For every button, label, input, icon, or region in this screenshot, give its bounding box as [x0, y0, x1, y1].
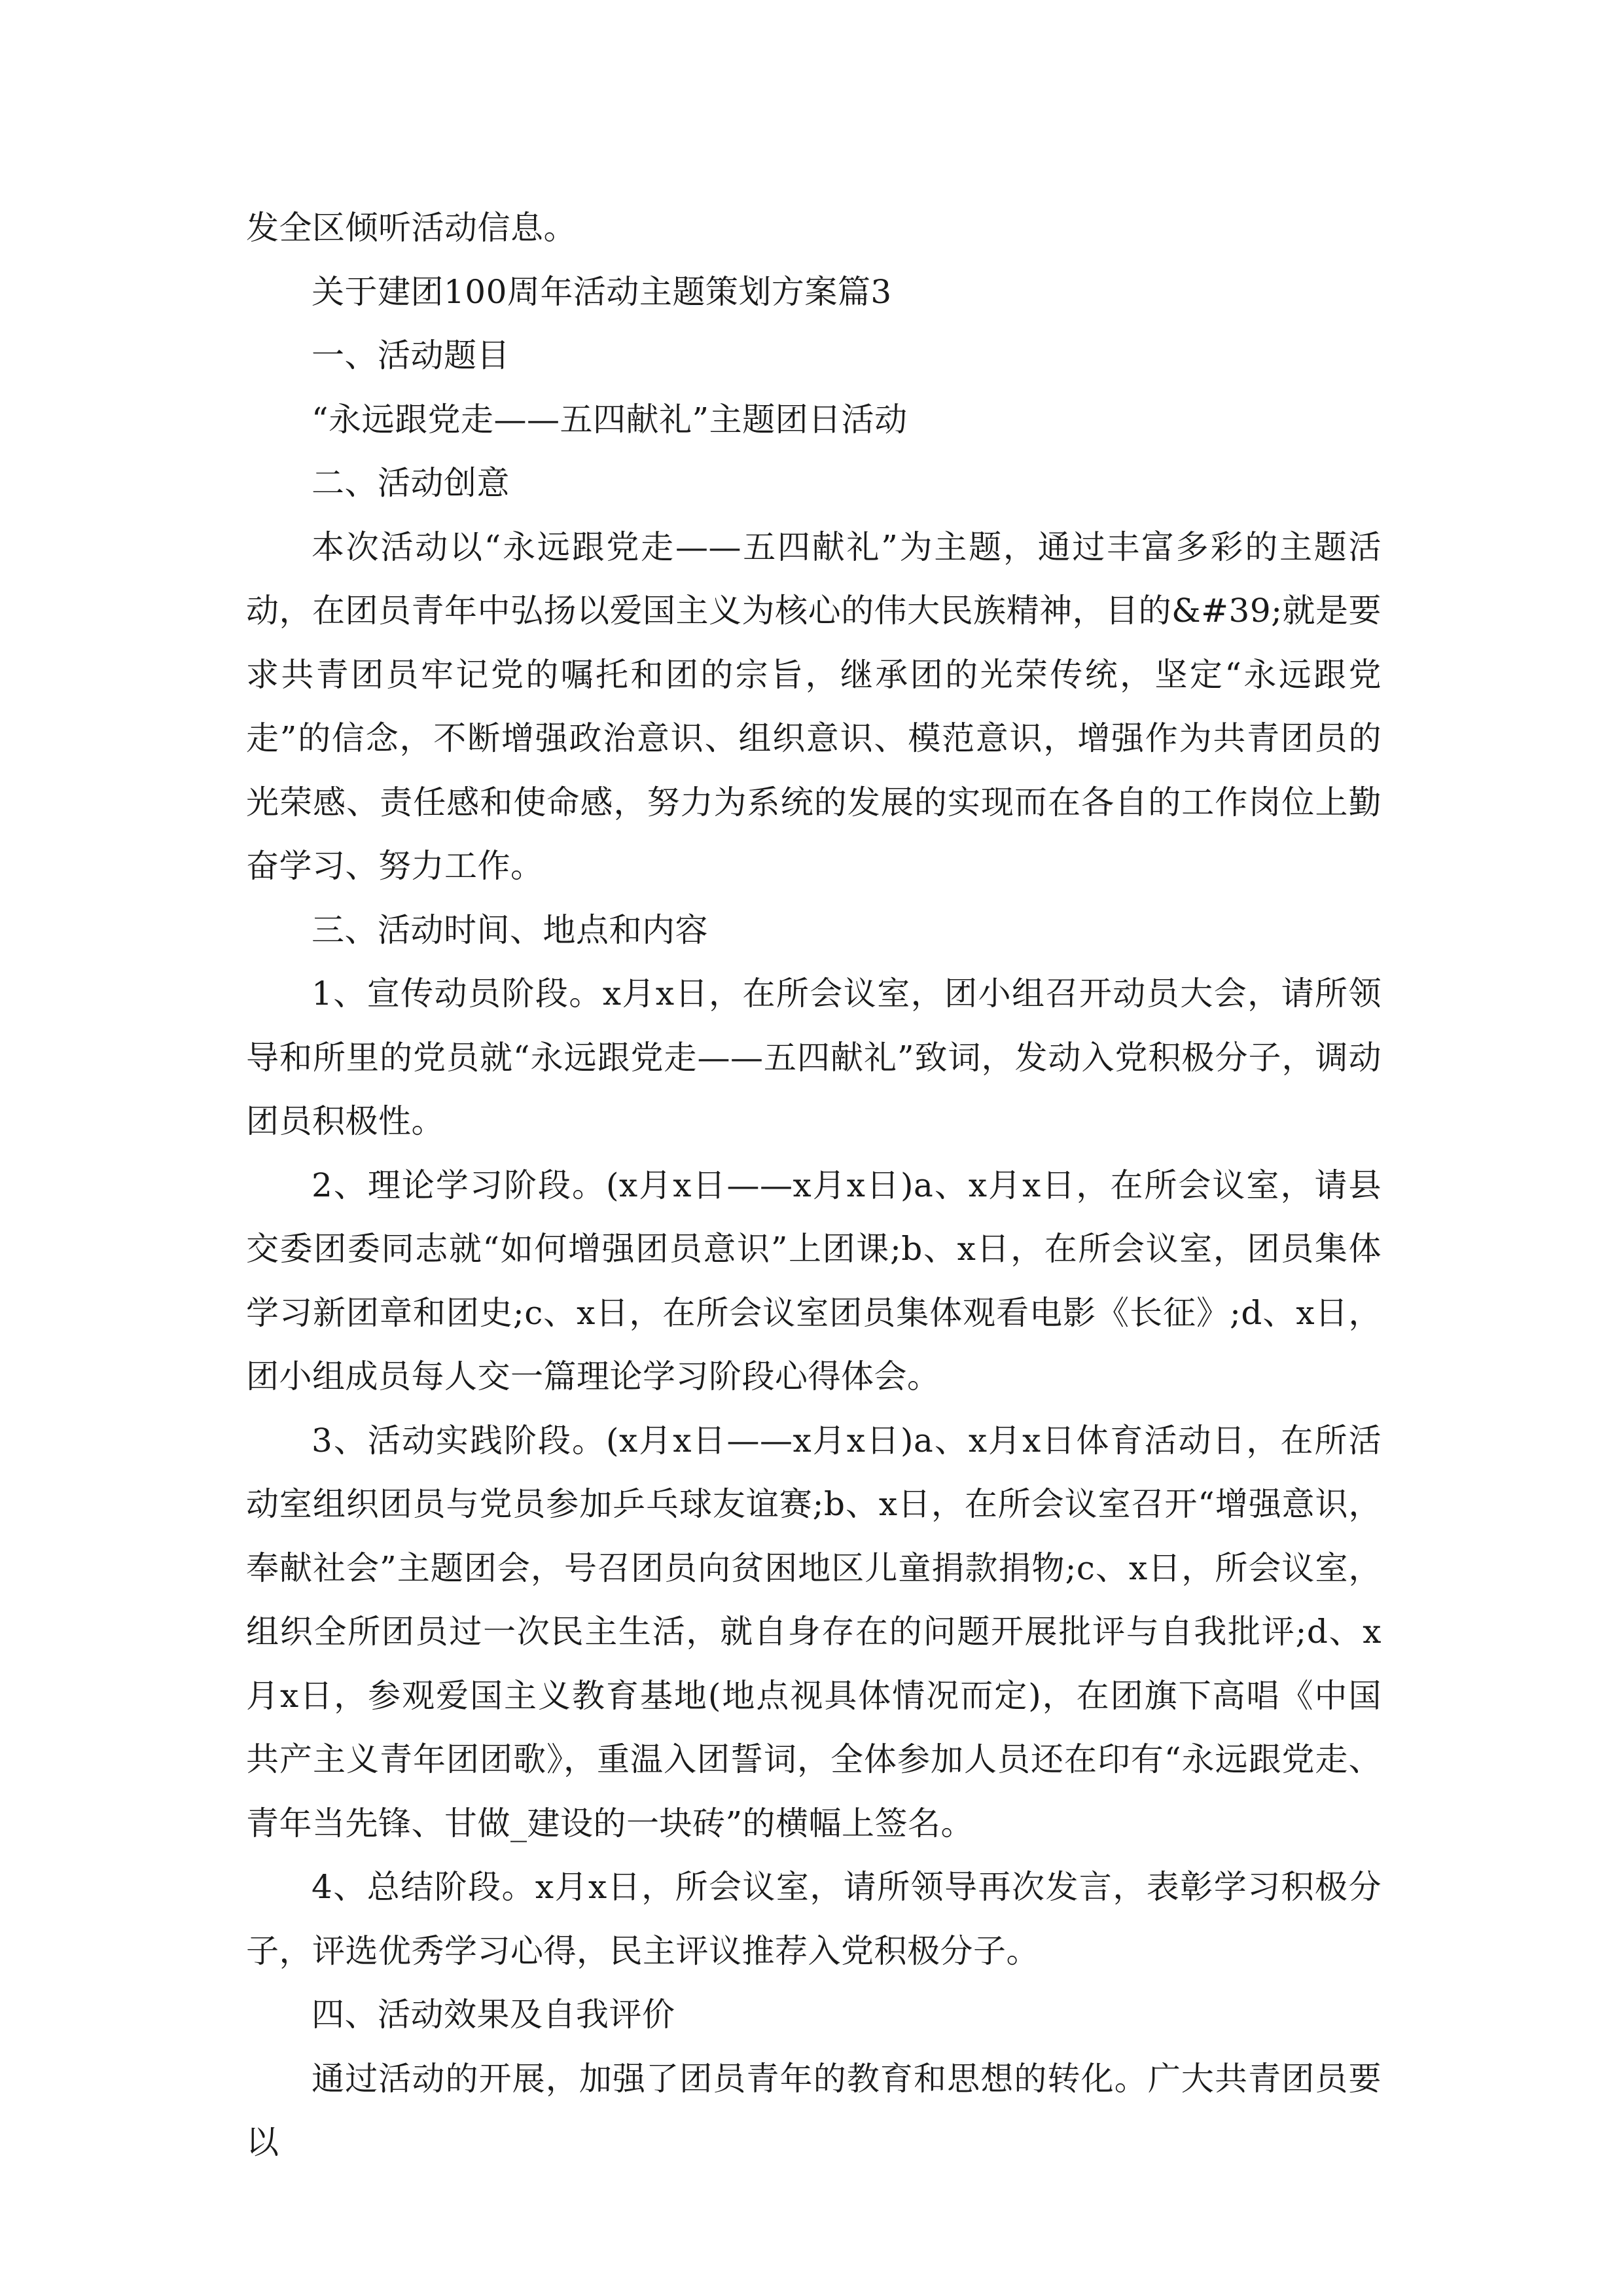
section-heading-activity-title: 一、活动题目	[312, 336, 510, 374]
section-heading-effect-evaluation: 四、活动效果及自我评价	[312, 1996, 675, 2034]
document-body	[246, 196, 1382, 2175]
section-heading-activity-idea: 二、活动创意	[312, 464, 510, 502]
stage-practice-paragraph: 3、活动实践阶段。(x月x日——x月x日)a、x月x日体育活动日，在所活动室组织团员与党员参加乒乓球友谊赛;b、x日，在所会议室召开“增强意识，奉献社会”主题团会，号召团员向贫困地区儿童捐款捐物;c、x日，所会议室，组织全所团员过一次民主生活，就自身存在的问题开展批评与自我批评;d、x月x日，参观爱国主义教育基地(地点视具体情况而定)，在团旗下高唱《中国共产主义青年团团歌》，重温入团誓词，全体参加人员还在印有“永远跟党走、青年当先锋、甘做_建设的一块砖”的横幅上签名。	[246, 1421, 1382, 1842]
section-heading-time-place-content: 三、活动时间、地点和内容	[312, 910, 708, 949]
activity-theme: “永远跟党走——五四献礼”主题团日活动	[312, 400, 908, 439]
continuation-paragraph: 发全区倾听活动信息。	[246, 209, 577, 247]
stage-mobilization-paragraph: 1、宣传动员阶段。x月x日，在所会议室，团小组召开动员大会，请所领导和所里的党员就“永远跟党走——五四献礼”致词，发动入党积极分子，调动团员积极性。	[246, 975, 1382, 1140]
activity-idea-paragraph: 本次活动以“永远跟党走——五四献礼”为主题，通过丰富多彩的主题活动，在团员青年中弘扬以爱国主义为核心的伟大民族精神，目的&#39;就是要求共青团员牢记党的嘱托和团的宗旨，继承团的光荣传统，坚定“永远跟党走”的信念，不断增强政治意识、组织意识、模范意识，增强作为共青团员的光荣感、责任感和使命感，努力为系统的发展的实现而在各自的工作岗位上勤奋学习、努力工作。	[246, 528, 1382, 885]
article-title: 关于建团100周年活动主题策划方案篇3	[312, 272, 892, 311]
stage-summary-paragraph: 4、总结阶段。x月x日，所会议室，请所领导再次发言，表彰学习积极分子，评选优秀学习心得，民主评议推荐入党积极分子。	[246, 1868, 1382, 1970]
effect-paragraph: 通过活动的开展，加强了团员青年的教育和思想的转化。广大共青团员要以	[246, 2059, 1382, 2161]
stage-theory-study-paragraph: 2、理论学习阶段。(x月x日——x月x日)a、x月x日，在所会议室，请县交委团委同志就“如何增强团员意识”上团课;b、x日，在所会议室，团员集体学习新团章和团史;c、x日，在所会议室团员集体观看电影《长征》;d、x日，团小组成员每人交一篇理论学习阶段心得体会。	[246, 1166, 1382, 1395]
